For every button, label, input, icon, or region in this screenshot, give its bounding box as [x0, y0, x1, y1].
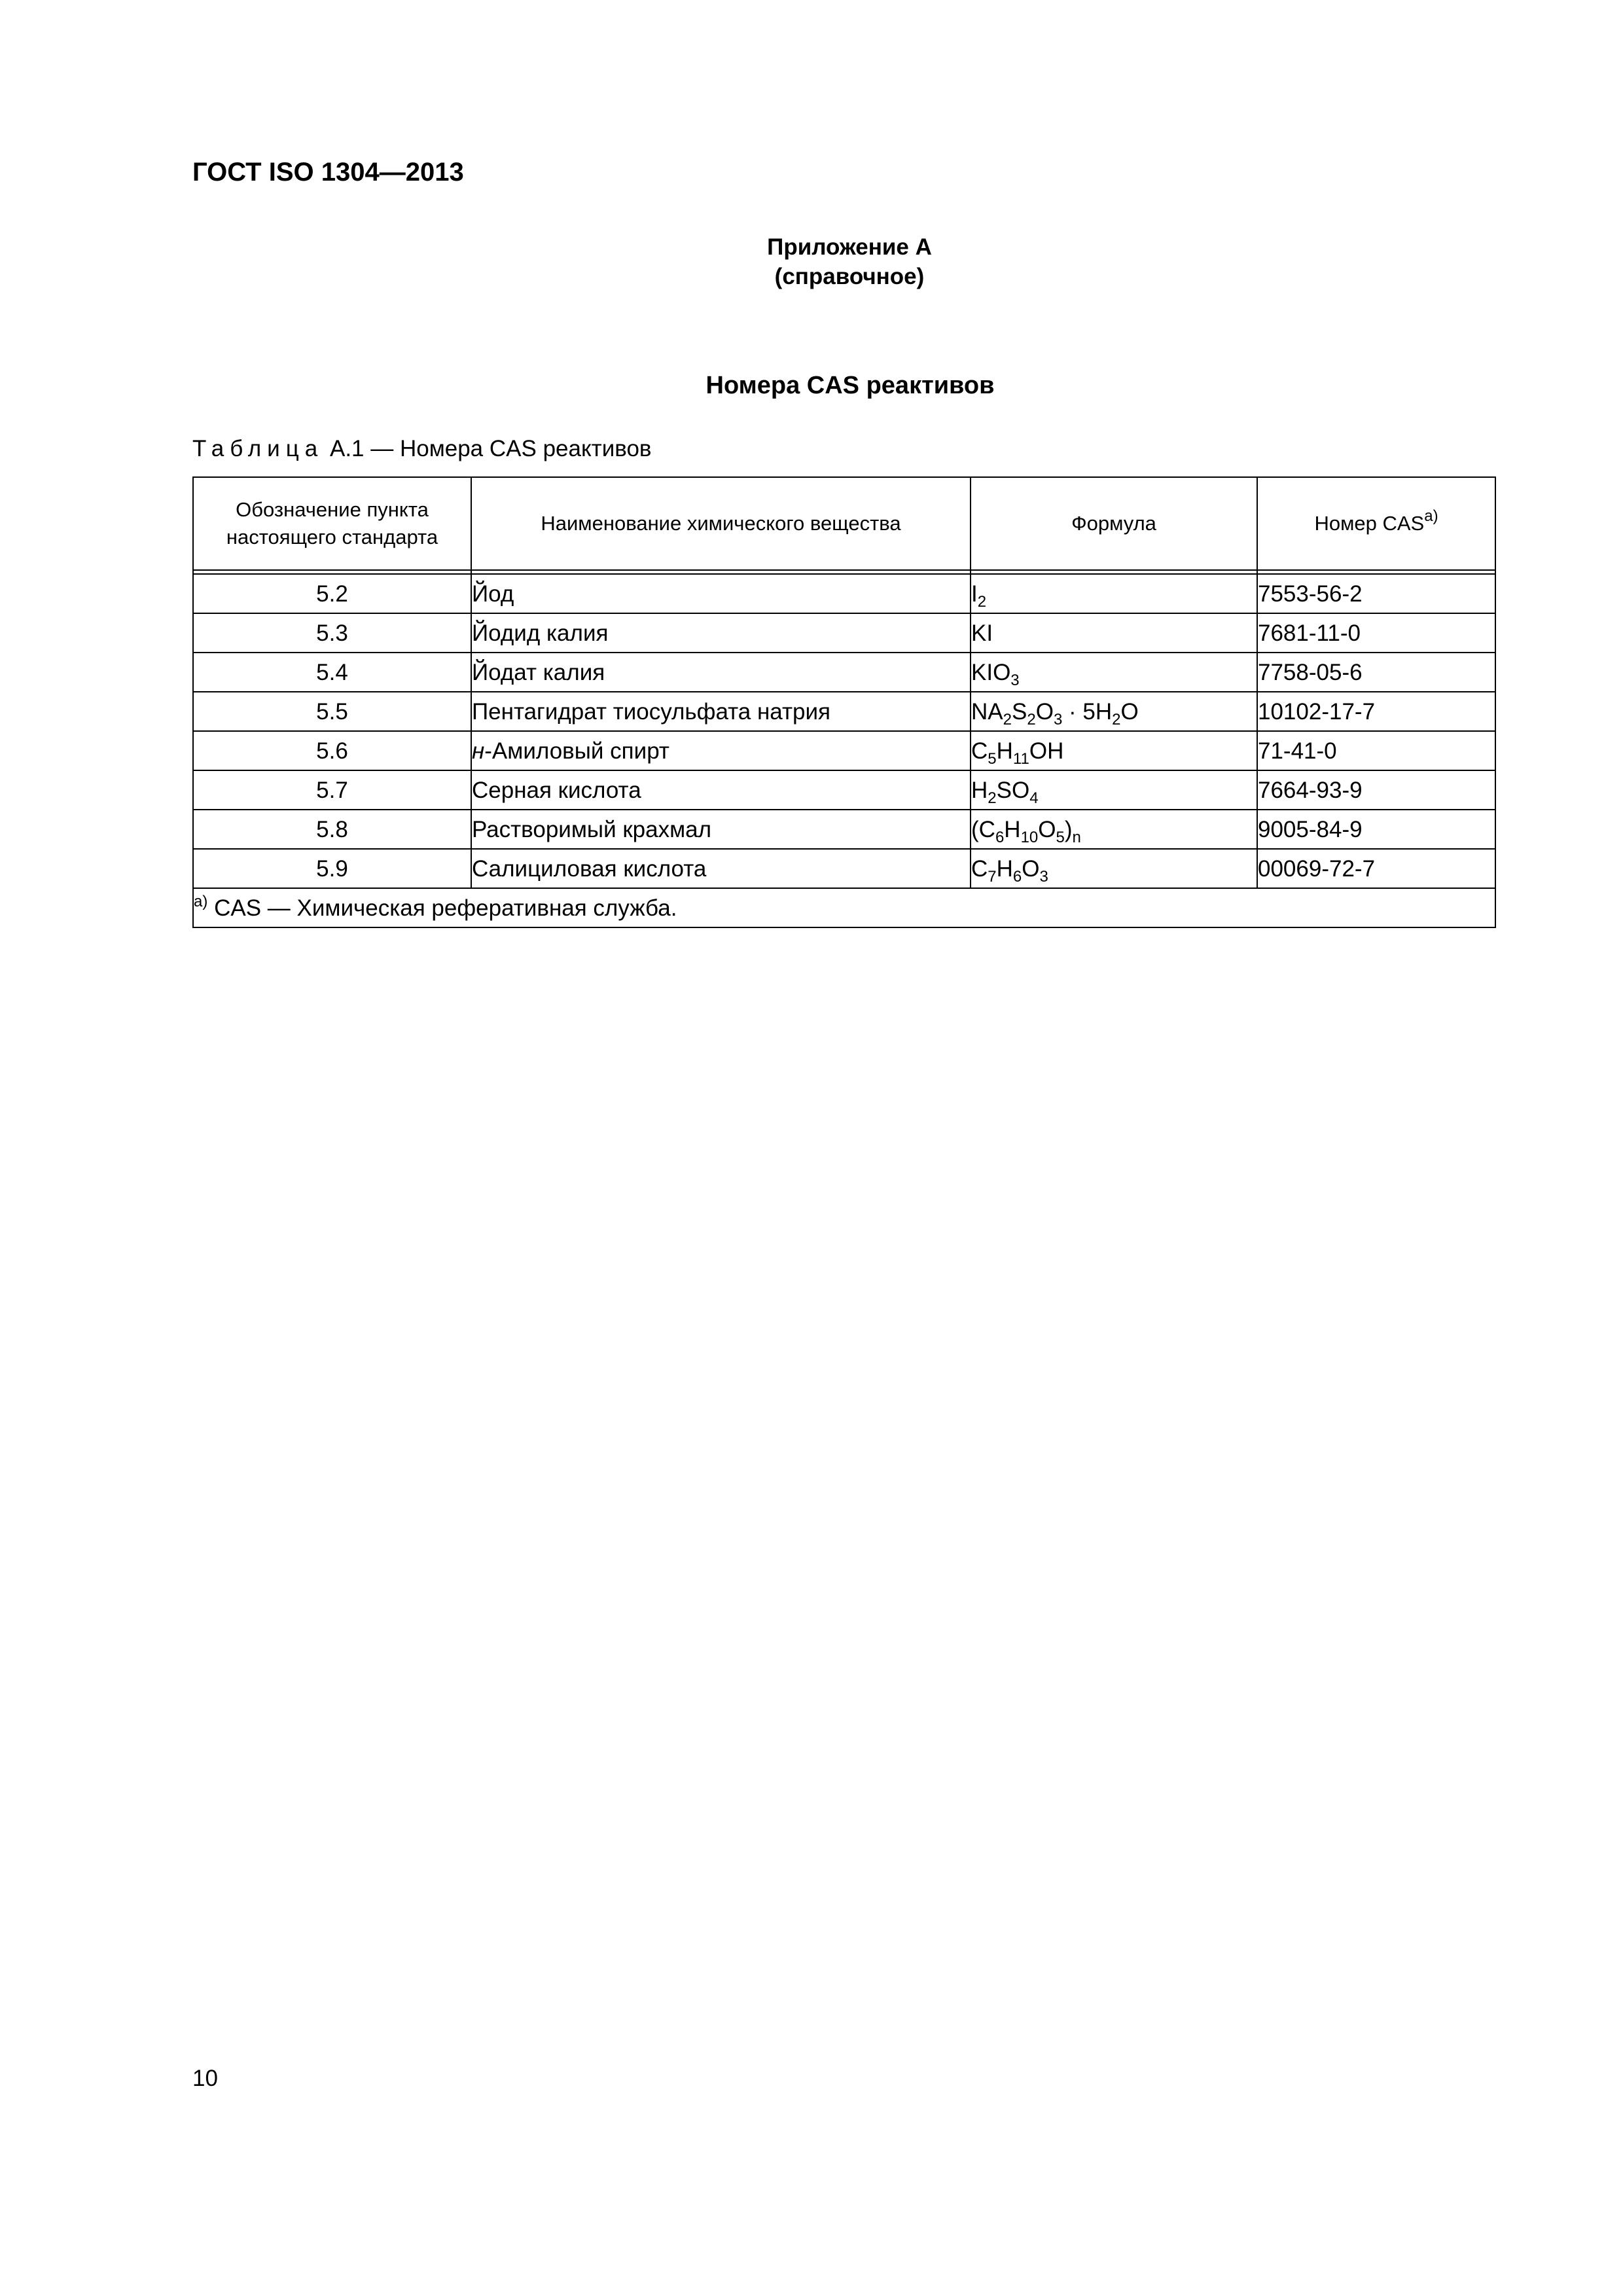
header-name: Наименование химического вещества: [471, 477, 971, 570]
formula-subscript: 5: [1056, 828, 1065, 846]
cell-name: [471, 731, 971, 770]
formula-text: (C: [971, 816, 995, 842]
cell-formula: [971, 770, 1257, 810]
cell-name: [471, 692, 971, 731]
formula-text: H: [996, 738, 1013, 764]
annex-heading: [705, 232, 993, 291]
cell-item: 5.2: [193, 574, 471, 613]
table-caption-label: Таблица: [192, 436, 324, 461]
cell-item: 5.6: [193, 731, 471, 770]
cell-name-italic-prefix: н: [472, 738, 485, 764]
formula-subscript: 2: [1027, 710, 1036, 728]
table-row: [193, 770, 1495, 810]
formula-subscript: 3: [1010, 671, 1020, 689]
formula-subscript: 5: [988, 749, 997, 768]
cell-formula: [971, 849, 1257, 888]
cell-item: 5.7: [193, 770, 471, 810]
formula-subscript: 2: [1003, 710, 1012, 728]
header-cas: [1257, 477, 1495, 570]
cell-name-text: Серная кислота: [472, 777, 641, 803]
cell-cas-number: 10102-17-7: [1257, 692, 1495, 731]
table-row: [193, 731, 1495, 770]
formula-text: O: [1035, 698, 1054, 725]
table-header-row: [193, 477, 1495, 570]
formula-text: NA: [971, 698, 1003, 725]
formula-text: I: [971, 581, 978, 607]
cell-formula: [971, 692, 1257, 731]
cell-item: 5.3: [193, 613, 471, 653]
formula-text: O: [1038, 816, 1056, 842]
formula-subscript: 2: [1112, 710, 1121, 728]
cell-cas-number: 00069-72-7: [1257, 849, 1495, 888]
formula-text: H: [996, 855, 1013, 882]
formula-text: KI: [971, 620, 993, 646]
header-item-line2: настоящего стандарта: [226, 526, 438, 548]
page-number: 10: [192, 2066, 218, 2091]
table-caption-text: А.1 — Номера CAS реактивов: [329, 436, 652, 461]
formula-text: H: [1004, 816, 1021, 842]
cell-cas-number: 7681-11-0: [1257, 613, 1495, 653]
table-row: [193, 653, 1495, 692]
formula-subscript: 7: [988, 867, 997, 886]
cell-cas-number: 9005-84-9: [1257, 810, 1495, 849]
formula-text: SO: [996, 777, 1030, 803]
footnote-mark: а): [194, 892, 208, 910]
cell-name-text: Йод: [472, 581, 514, 607]
formula-subscript: 6: [1012, 867, 1022, 886]
formula-text: C: [971, 855, 988, 882]
header-item: [193, 477, 471, 570]
table-row: [193, 574, 1495, 613]
header-cas-footnote-mark: а): [1424, 507, 1438, 525]
section-title: Номера CAS реактивов: [705, 372, 995, 399]
formula-subscript: 2: [977, 592, 987, 611]
cell-formula: [971, 574, 1257, 613]
annex-title: Приложение А: [767, 234, 932, 260]
cell-name-text: Йодат калия: [472, 659, 605, 685]
cell-item: 5.8: [193, 810, 471, 849]
footnote-cell: [193, 888, 1495, 927]
formula-subscript: 11: [1012, 749, 1029, 768]
table-row: [193, 849, 1495, 888]
formula-text: C: [971, 738, 988, 764]
table-caption: [192, 437, 652, 460]
formula-subscript: 2: [988, 789, 997, 807]
header-item-line1: Обозначение пункта: [236, 498, 429, 521]
table-row: [193, 613, 1495, 653]
cell-name: [471, 849, 971, 888]
cell-name: [471, 613, 971, 653]
cell-formula: [971, 613, 1257, 653]
formula-text: H: [971, 777, 988, 803]
document-code: ГОСТ ISO 1304—2013: [192, 158, 464, 187]
header-formula: Формула: [971, 477, 1257, 570]
formula-subscript: 6: [995, 828, 1005, 846]
cell-name-text: Пентагидрат тиосульфата натрия: [472, 698, 830, 725]
formula-text: S: [1011, 698, 1027, 725]
table-row: [193, 810, 1495, 849]
annex-subtitle: (справочное): [774, 264, 925, 289]
cell-name: [471, 810, 971, 849]
formula-subscript: 3: [1039, 867, 1048, 886]
cell-formula: [971, 653, 1257, 692]
cell-cas-number: 7664-93-9: [1257, 770, 1495, 810]
cell-cas-number: 7758-05-6: [1257, 653, 1495, 692]
cell-formula: [971, 810, 1257, 849]
formula-text: ): [1064, 816, 1073, 842]
header-cas-label: Номер CAS: [1314, 512, 1425, 535]
footnote-text: CAS — Химическая реферативная служба.: [207, 895, 677, 921]
table-row: [193, 692, 1495, 731]
cell-cas-number: 7553-56-2: [1257, 574, 1495, 613]
cell-name-text: -Амиловый спирт: [484, 738, 669, 764]
cell-name-text: Салициловая кислота: [472, 855, 707, 882]
cell-name: [471, 574, 971, 613]
formula-text: O: [1022, 855, 1040, 882]
cell-name-text: Йодид калия: [472, 620, 609, 646]
formula-text: OH: [1029, 738, 1064, 764]
formula-subscript: 3: [1053, 710, 1063, 728]
cell-name: [471, 653, 971, 692]
formula-subscript: 10: [1020, 828, 1039, 846]
cell-name: [471, 770, 971, 810]
formula-text: O: [1120, 698, 1139, 725]
formula-text: KIO: [971, 659, 1011, 685]
cell-item: 5.4: [193, 653, 471, 692]
cell-cas-number: 71-41-0: [1257, 731, 1495, 770]
cell-name-text: Растворимый крахмал: [472, 816, 712, 842]
cell-item: 5.5: [193, 692, 471, 731]
formula-subscript: 4: [1029, 789, 1039, 807]
formula-text: · 5H: [1062, 698, 1113, 725]
footnote-row: [193, 888, 1495, 927]
cas-numbers-table: [192, 476, 1496, 928]
formula-subscript: n: [1072, 828, 1081, 846]
cell-item: 5.9: [193, 849, 471, 888]
cell-formula: [971, 731, 1257, 770]
